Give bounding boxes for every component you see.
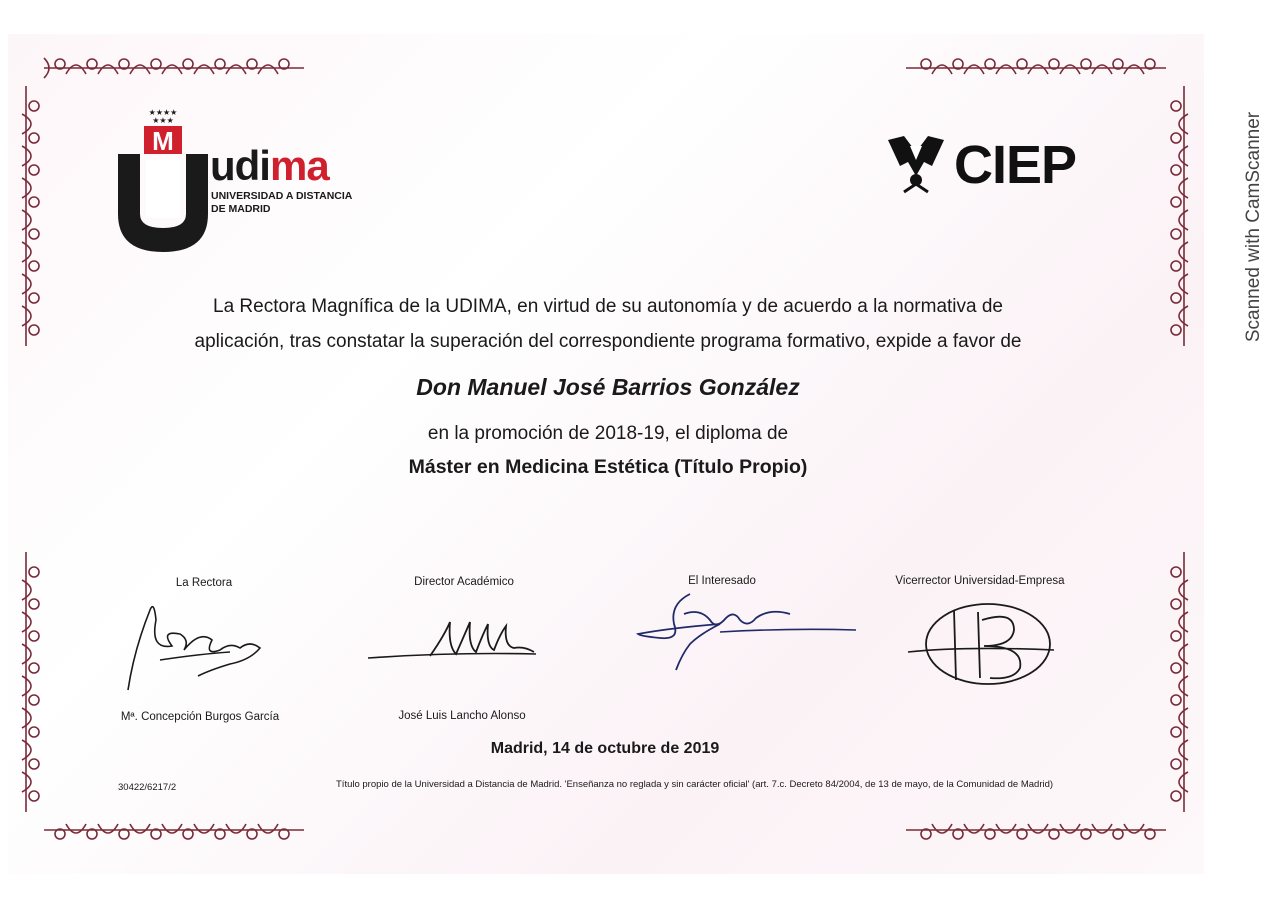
- udima-subtitle-line-1: UNIVERSIDAD A DISTANCIA: [211, 190, 353, 202]
- udima-word-udi: udi: [210, 142, 270, 189]
- udima-word-ma: ma: [269, 142, 329, 189]
- signature-title-interesado: El Interesado: [688, 575, 756, 587]
- ciep-emblem-icon: [884, 132, 948, 196]
- signature-rectora: [120, 590, 280, 705]
- signature-name-director: José Luis Lancho Alonso: [398, 710, 526, 722]
- recipient-name: Don Manuel José Barrios González: [416, 374, 800, 400]
- program-title: Máster en Medicina Estética (Título Propio): [408, 456, 808, 478]
- ciep-logo: [884, 128, 1104, 198]
- signature-name-rectora: Mª. Concepción Burgos García: [120, 711, 280, 723]
- udima-logo: [118, 106, 368, 256]
- udima-stars-top: ★★★★: [148, 108, 178, 117]
- body-line-1: La Rectora Magnífica de la UDIMA, en virtud de su autonomía y de acuerdo a la normativa de: [213, 296, 1003, 317]
- legal-notice: Título propio de la Universidad a Distancia de Madrid. 'Enseñanza no reglada y sin carácter oficial' (art. 7.c. Decreto 84/2004, de 13 de mayo, de la Comunidad de Madrid): [336, 779, 1054, 790]
- signature-title-director: Director Académico: [414, 576, 514, 588]
- signature-title-rectora: La Rectora: [175, 577, 233, 589]
- scanner-watermark: [1240, 92, 1268, 362]
- udima-wordmark: [210, 142, 329, 190]
- udima-stars-bottom: ★★★: [152, 116, 174, 125]
- udima-subtitle-line-2: DE MADRID: [211, 203, 271, 215]
- udima-subtitle: [211, 190, 352, 216]
- issue-date: Madrid, 14 de octubre de 2019: [490, 740, 720, 757]
- signature-vicerrector: [904, 600, 1084, 701]
- ornament-bottom-right: [896, 552, 1196, 852]
- signature-director: [364, 616, 554, 671]
- body-line-3: en la promoción de 2018-19, el diploma de: [427, 423, 789, 444]
- udima-letter-m: M: [152, 126, 174, 156]
- body-line-2: aplicación, tras constatar la superación del correspondiente programa formativo, expide a favor de: [194, 331, 1022, 352]
- signature-title-vicerrector: Vicerrector Universidad-Empresa: [895, 575, 1065, 587]
- signature-interesado: [630, 584, 860, 679]
- registry-code: 30422/6217/2: [118, 782, 177, 793]
- scanner-watermark-text: Scanned with CamScanner: [1243, 111, 1264, 343]
- ciep-name: CIEP: [954, 135, 1077, 195]
